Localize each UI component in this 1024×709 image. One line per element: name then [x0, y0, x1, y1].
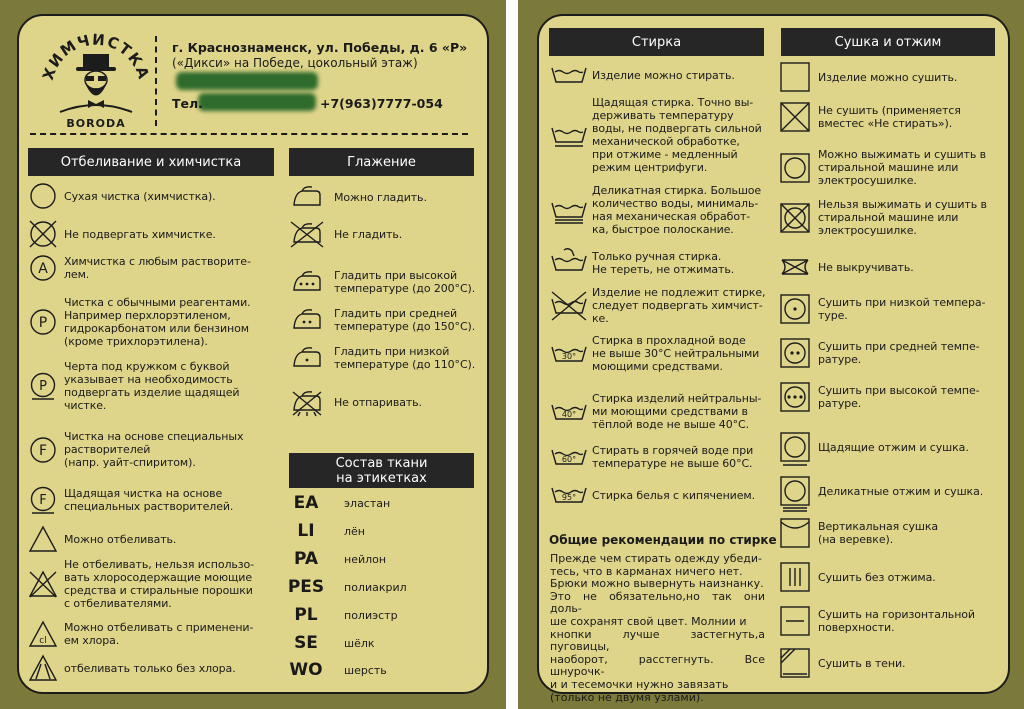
svg-text:P: P: [39, 379, 47, 394]
washing-item: [550, 184, 772, 236]
iron-icon: [290, 268, 334, 296]
washing-item: [550, 286, 772, 325]
circle-letter-icon: [28, 254, 64, 282]
washing-item: [550, 96, 772, 174]
washing-item: [550, 392, 772, 431]
ironing-item-text: Не гладить.: [334, 227, 403, 241]
recommendations-title: Общие рекомендации по стирке: [549, 533, 777, 547]
bleach-item-text: Можно отбеливать с применени- ем хлора.: [64, 621, 254, 647]
address-line-2: («Дикси» на Победе, цокольный этаж): [172, 56, 418, 70]
ironing-item: [290, 388, 484, 416]
drying-item: [780, 432, 1000, 462]
fabric-code: PL: [294, 605, 318, 625]
square-line-dry-icon: [780, 518, 818, 548]
ironing-item-text: Можно гладить.: [334, 190, 427, 204]
ironing-item-text: Гладить при высокой температуре (до 200°C).: [334, 269, 476, 295]
fabric-code: PA: [293, 549, 319, 569]
bleach-item: [28, 182, 274, 210]
circle-letter-underline-icon: [28, 486, 64, 514]
circle-letter-icon: [28, 436, 64, 464]
fabric-name: лён: [344, 525, 365, 538]
drying-item: [780, 562, 1000, 592]
drying-item-text: Сушить на горизонтальной поверхности.: [818, 608, 975, 634]
bleach-item: [28, 654, 274, 682]
dashed-divider: [30, 133, 468, 135]
tub-temp-icon: [550, 480, 592, 510]
svg-text:95°: 95°: [561, 493, 577, 502]
square-icon: [780, 62, 818, 92]
drying-item-text: Вертикальная сушка (на веревке).: [818, 520, 939, 546]
drying-item-text: Сушить при средней темпе- ратуре.: [818, 340, 980, 366]
fabric-name: полиэстр: [344, 609, 398, 622]
svg-text:40°: 40°: [561, 409, 577, 419]
washing-item: [550, 480, 772, 510]
drying-item-text: Сушить при низкой темпера- туре.: [818, 296, 986, 322]
ironing-item: [290, 220, 484, 248]
washing-item-text: Изделие можно стирать.: [592, 68, 735, 82]
tel-label: Тел.: [172, 96, 203, 111]
drying-item: [780, 148, 1000, 187]
square-circle-crossed-icon: [780, 203, 818, 233]
bleach-item-text: Не подвергать химчистке.: [64, 227, 216, 241]
logo-brand: BORODA: [66, 117, 126, 130]
tub-hand-icon: [550, 248, 592, 278]
square-flat-icon: [780, 606, 818, 636]
triangle-cl-icon: [28, 620, 64, 648]
bleach-item: [28, 430, 274, 469]
washing-item: [550, 334, 772, 373]
ironing-item: [290, 183, 484, 211]
svg-text:F: F: [39, 493, 47, 508]
washing-item: [550, 60, 772, 90]
washing-header: Стирка: [549, 28, 764, 56]
bleach-item: [28, 296, 274, 348]
drying-item: [780, 102, 1000, 132]
drying-item-text: Не сушить (применяется вместес «Не стирать»).: [818, 104, 961, 130]
drying-item: [780, 382, 1000, 412]
iron-icon: [290, 306, 334, 334]
tub-temp-icon: [550, 339, 592, 369]
address-line-1: г. Краснознаменск, ул. Победы, д. 6 «Р»: [172, 40, 468, 55]
ironing-item-text: Гладить при средней температуре (до 150°C).: [334, 307, 476, 333]
redacted-block-1: [176, 72, 318, 90]
logo-title: ХИМЧИСТКА: [40, 30, 152, 83]
square-circle-bar-icon: [780, 432, 818, 462]
drying-item: [780, 252, 1000, 282]
drying-item-text: Не выкручивать.: [818, 260, 914, 274]
svg-text:F: F: [38, 442, 48, 459]
circle-icon: [28, 182, 64, 210]
tub-1bar-icon: [550, 120, 592, 150]
ironing-header: Глажение: [289, 148, 474, 176]
drying-item-text: Сушить при высокой темпе- ратуре.: [818, 384, 980, 410]
square-drip-icon: [780, 562, 818, 592]
triangle-crossed-icon: [28, 570, 64, 598]
washing-item-text: Только ручная стирка. Не тереть, не отжимать.: [592, 250, 735, 276]
recommendations-body: Прежде чем стирать одежду убеди- тесь, что в карманах ничего нет. Брюки можно вывернуть наизнанку. Это не обязательно,но так они доль- ше сохранят свой цвет. Молнии и кнопки лучше застегнуть,а пуговицы, наоборот, расстегнуть. Все шнурочк- и и тесемочки нужно завязать (только не двумя узлами).: [550, 552, 765, 704]
bleach-item: [28, 360, 274, 412]
drying-item-text: Щадящие отжим и сушка.: [818, 440, 969, 454]
svg-text:60°: 60°: [561, 455, 577, 464]
drying-item: [780, 338, 1000, 368]
ironing-item: [290, 344, 484, 372]
redacted-block-2: [198, 93, 316, 111]
tub-temp-icon: [550, 397, 592, 427]
fabric-code: PES: [287, 577, 325, 597]
bleach-item: [28, 254, 274, 282]
phone-number[interactable]: +7(963)7777-054: [320, 96, 443, 111]
washing-item-text: Деликатная стирка. Большое количество воды, минималь- ная механическая обработ- ка, быстрое полоскание.: [592, 184, 762, 236]
fabric-code: SE: [294, 633, 318, 653]
drying-item-text: Деликатные отжим и сушка.: [818, 484, 984, 498]
square-shade-icon: [780, 648, 818, 678]
washing-item-text: Щадящая стирка. Точно вы- держивать температуру воды, не подвергать сильной механической обработке, при отжиме - медленный режим центрифуги.: [592, 96, 762, 174]
fabric-name: нейлон: [344, 553, 387, 566]
circle-crossed-icon: [28, 220, 64, 248]
bleach-item-text: Не отбеливать, нельзя использо- вать хлоросодержащие моющие средства и стиральные порошки с отбеливателями.: [64, 558, 255, 610]
bleach-item: [28, 525, 274, 553]
ironing-item-text: Гладить при низкой температуре (до 110°C).: [334, 345, 476, 371]
bleach-item: [28, 486, 274, 514]
drying-item: [780, 476, 1000, 506]
tub-icon: [550, 60, 592, 90]
washing-item: [550, 442, 772, 472]
tub-temp-icon: [550, 442, 592, 472]
fabric-name: шёлк: [344, 637, 375, 650]
washing-item-text: Изделие не подлежит стирке, следует подвергать химчист- ке.: [592, 286, 766, 325]
bleach-item-text: Чистка на основе специальных растворителей (напр. уайт-спиритом).: [64, 430, 244, 469]
fabric-code: LI: [297, 521, 315, 541]
drying-item-text: Сушить без отжима.: [818, 570, 936, 584]
circle-letter-icon: [28, 308, 64, 336]
ironing-item: [290, 268, 484, 296]
bleach-item: [28, 220, 274, 248]
fabric-header: Состав ткани на этикетках: [289, 453, 474, 488]
twist-crossed-icon: [780, 252, 818, 282]
drying-header: Сушка и отжим: [781, 28, 995, 56]
bleach-item-text: Чистка с обычными реагентами. Например перхлорэтиленом, гидрокарбонатом или бензином (кроме трихлорэтилена).: [64, 296, 251, 348]
triangle-icon: [28, 525, 64, 553]
iron-icon: [290, 344, 334, 372]
washing-item-text: Стирка в прохладной воде не выше 30°C нейтральными моющими средствами.: [592, 334, 760, 373]
bleach-item-text: отбеливать только без хлора.: [64, 661, 236, 675]
square-circle-2bar-icon: [780, 476, 818, 506]
bleach-item-text: Химчистка с любым растворите- лем.: [64, 255, 251, 281]
circle-letter-underline-icon: [28, 372, 64, 400]
washing-item-text: Стирка изделий нейтральны- ми моющими средствами в тёплой воде не выше 40°C.: [592, 392, 762, 431]
square-circle-dots-icon: [780, 294, 818, 324]
brand-logo: [40, 28, 152, 134]
drying-item: [780, 606, 1000, 636]
washing-item-text: Стирка белья с кипячением.: [592, 488, 755, 502]
drying-item: [780, 294, 1000, 324]
ironing-item: [290, 306, 484, 334]
iron-steam-crossed-icon: [290, 388, 334, 416]
iron-icon: [290, 183, 334, 211]
bleach-header: Отбеливание и химчистка: [28, 148, 274, 176]
washing-item-text: Стирать в горячей воде при температуре не выше 60°C.: [592, 444, 754, 470]
fabric-name: шерсть: [344, 664, 387, 677]
bleach-item-text: Черта под кружком с буквой указывает на необходимость подвергать изделие щадящей чистке.: [64, 360, 240, 412]
drying-item: [780, 198, 1000, 237]
drying-item: [780, 62, 1000, 92]
drying-item-text: Нельзя выжимать и сушить в стиральной машине или электросушилке.: [818, 198, 987, 237]
svg-text:P: P: [38, 315, 48, 331]
fabric-code: EA: [293, 493, 319, 513]
ironing-item-text: Не отпаривать.: [334, 395, 422, 409]
tub-2bar-icon: [550, 195, 592, 225]
bleach-item-text: Сухая чистка (химчистка).: [64, 189, 216, 203]
bleach-item-text: Щадящая чистка на основе специальных растворителей.: [64, 487, 234, 513]
header-separator: [155, 36, 157, 126]
fabric-code: WO: [289, 660, 323, 680]
triangle-lines-icon: [28, 654, 64, 682]
tub-crossed-icon: [550, 291, 592, 321]
drying-item: [780, 518, 1000, 548]
square-crossed-icon: [780, 102, 818, 132]
drying-item-text: Изделие можно сушить.: [818, 70, 958, 84]
bleach-item: [28, 558, 274, 610]
bleach-item: [28, 620, 274, 648]
drying-item-text: Можно выжимать и сушить в стиральной машине или электросушилке.: [818, 148, 986, 187]
square-circle-dots-icon: [780, 338, 818, 368]
drying-item-text: Сушить в тени.: [818, 656, 906, 670]
square-circle-icon: [780, 153, 818, 183]
svg-text:cl: cl: [39, 636, 47, 646]
square-circle-dots-icon: [780, 382, 818, 412]
fabric-name: полиакрил: [344, 581, 407, 594]
washing-item: [550, 248, 772, 278]
svg-text:A: A: [38, 261, 48, 277]
iron-crossed-icon: [290, 220, 334, 248]
fabric-name: эластан: [344, 497, 391, 510]
drying-item: [780, 648, 1000, 678]
svg-text:30°: 30°: [561, 351, 577, 361]
bleach-item-text: Можно отбеливать.: [64, 532, 177, 546]
